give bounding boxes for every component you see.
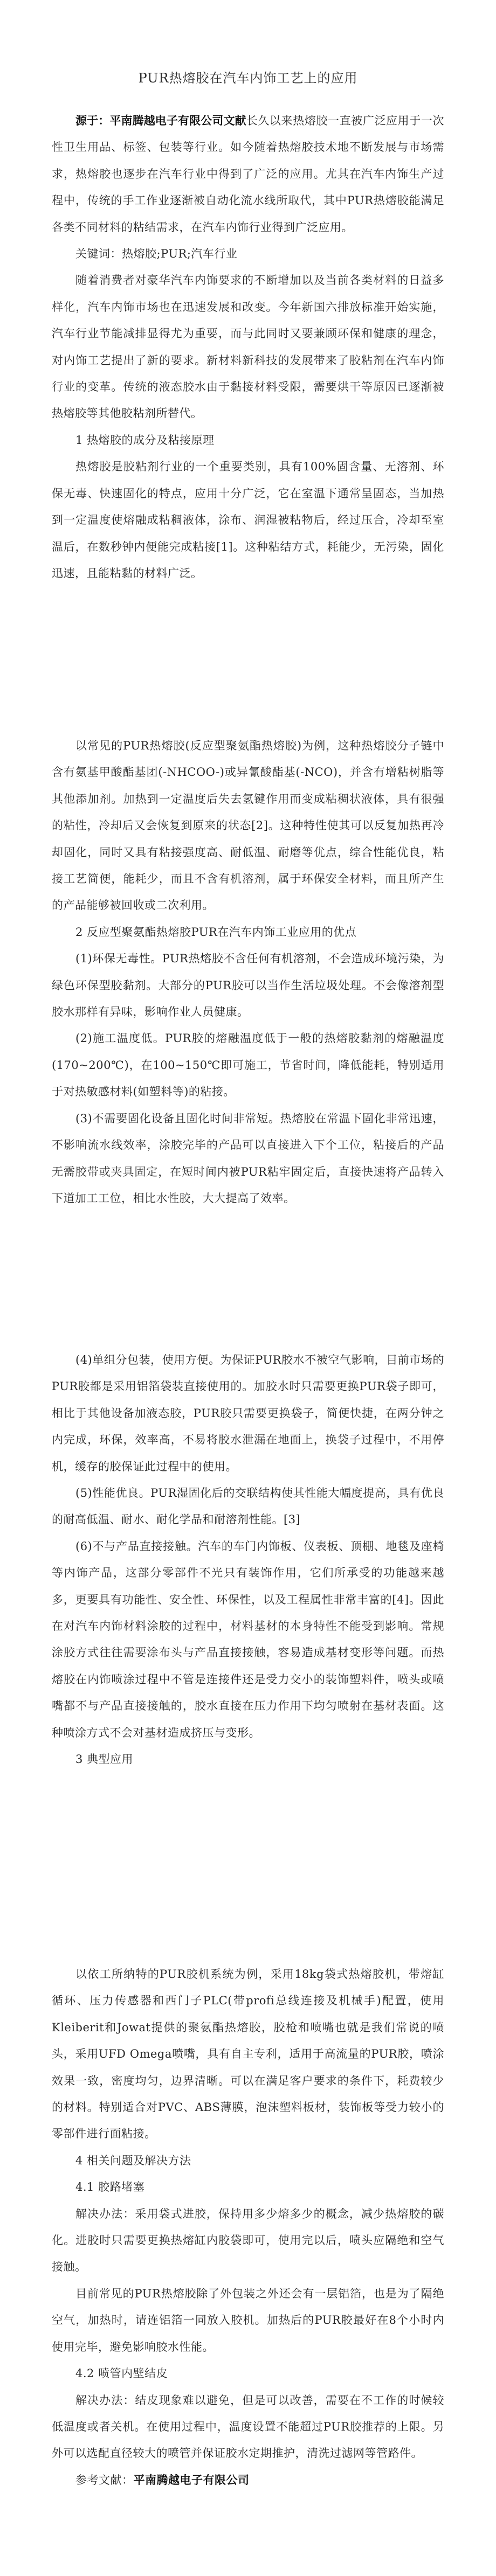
application-paragraph: 以依工所纳特的PUR胶机系统为例，采用18kg袋式热熔胶机，带熔缸循环、压力传感器和西门子PLC(带profi总线连接及机械手)配置，使用Kleiberit和Jowat提供的聚氨酯热熔胶，胶枪和喷嘴也就是我们常说的喷头，采用UFD Omega喷嘴，具有自主专利，适用于高流量的PUR胶，喷涂效果一致，密度均匀，边界清晰。可以在满足客户要求的条件下，耗费较少的材料。特别适合对PVC、ABS薄膜，泡沫塑料板材，装饰板等受力较小的零部件进行面粘接。: [52, 1968, 444, 2141]
keywords-line: 关键词：热熔胶;PUR;汽车行业: [75, 247, 238, 261]
section-3-heading: 3 典型应用: [75, 1753, 134, 1766]
advantage-6: (6)不与产品直接接触。汽车的车门内饰板、仪表板、顶棚、地毯及座椅等内饰产品，这部分零部件不光只有装饰作用，它们所承受的功能越来越多，更要具有功能性、安全性、环保性，以及工程属性非常丰富的[4]。因此在对汽车内饰材料涂胶的过程中，材料基材的本身特性不能受到影响。常规涂胶方式往往需要涂布头与产品直接接触，容易造成基材变形等问题。而热熔胶在内饰喷涂过程中不管是连接件还是受力交小的装饰塑料件，喷头或喷嘴都不与产品直接接触的，胶水直接在压力作用下均匀喷射在基材表面。这种喷涂方式不会对基材造成挤压与变形。: [52, 1539, 444, 1739]
section-2-heading: 2 反应型聚氨酯热熔胶PUR在汽车内饰工业应用的优点: [75, 925, 357, 939]
section-1-paragraph-1: 热熔胶是胶粘剂行业的一个重要类别，具有100%固含量、无溶剂、环保无毒、快速固化的特点，应用十分广泛，它在室温下通常呈固态，当加热到一定温度使熔融成粘稠液体，涂布、润湿被粘物后，经过压合，冷却至室温后，在数秒钟内便能完成粘接[1]。这种粘结方式，耗能少，无污染，固化迅速，且能粘黏的材料广泛。: [52, 460, 444, 580]
intro-section: [52, 108, 444, 587]
advantage-3: (3)不需要固化设备且固化时间非常短。热熔胶在常温下固化非常迅速，不影响流水线效率，涂胶完毕的产品可以直接进入下个工位，粘接后的产品无需胶带或夹具固定，在短时间内被PUR粘牢固定后，直接快速将产品转入下道加工工位，相比水性胶，大大提高了效率。: [52, 1112, 444, 1205]
reference-source: 平南腾越电子有限公司: [133, 2473, 250, 2487]
page-3-section: [52, 1347, 444, 1773]
intro-paragraph-2: 随着消费者对豪华汽车内饰要求的不断增加以及当前各类材料的日益多样化，汽车内饰市场也在迅速发展和改变。今年新国六排放标准开始实施，汽车行业节能减排显得尤为重要，而与此同时又要兼顾环保和健康的理念，对内饰工艺提出了新的要求。新材料新科技的发展带来了胶粘剂在汽车内饰行业的变革。传统的液态胶水由于黏接材料受限，需要烘干等原因已逐渐被热熔胶等其他胶粘剂所替代。: [52, 274, 444, 420]
section-4-heading: 4 相关问题及解决方法: [75, 2154, 191, 2167]
section-1-heading: 1 热熔胶的成分及粘接原理: [75, 433, 215, 447]
page-2-section: [52, 733, 444, 1212]
page-4-section: [52, 1961, 444, 2494]
advantage-5: (5)性能优良。PUR湿固化后的交联结构使其性能大幅度提高，具有优良的耐高低温、耐水、耐化学品和耐溶剂性能。[3]: [52, 1487, 444, 1526]
advantage-1: (1)环保无毒性。PUR热熔胶不含任何有机溶剂，不会造成环境污染，为绿色环保型胶黏剂。大部分的PUR胶可以当作生活垃圾处理。不会像溶剂型胶水那样有异味，影响作业人员健康。: [52, 952, 444, 1019]
section-4-1-paragraph-1: 解决办法：采用袋式进胶，保持用多少熔多少的概念，减少热熔胶的碳化。进胶时只需要更换热熔缸内胶袋即可，使用完以后，喷头应隔绝和空气接触。: [52, 2207, 444, 2274]
intro-paragraph-1: 源于：平南腾越电子有限公司文献长久以来热熔胶一直被广泛应用于一次性卫生用品、标签、包装等行业。如今随着热熔胶技术地不断发展与市场需求，热熔胶也逐步在汽车行业中得到了广泛的应用。尤其在汽车内饰生产过程中，传统的手工作业逐渐被自动化流水线所取代，其中PUR热熔胶能满足各类不同材料的粘结需求，在汽车内饰行业得到广泛应用。: [52, 114, 445, 234]
source-label: 源于：平南腾越电子有限公司文献: [75, 114, 246, 127]
document-title: PUR热熔胶在汽车内饰工艺上的应用: [138, 71, 358, 86]
advantage-4: (4)单组分包装，使用方便。为保证PUR胶水不被空气影响，目前市场的PUR胶都是采用铝箔袋装直接使用的。加胶水时只需要更换PUR袋子即可，相比于其他设备加液态胶，PUR胶只需要更换袋子，简便快捷，在两分钟之内完成，环保，效率高，不易将胶水泄漏在地面上，换袋子过程中，不用停机，缓存的胶保证此过程中的使用。: [52, 1353, 444, 1473]
section-4-1-paragraph-2: 目前常见的PUR热熔胶除了外包装之外还会有一层铝箔，也是为了隔绝空气，加热时，请连铝箔一同放入胶机。加热后的PUR胶最好在8个小时内使用完毕，避免影响胶水性能。: [52, 2287, 444, 2353]
references-line: 参考文献：平南腾越电子有限公司: [75, 2473, 250, 2487]
section-4-2-heading: 4.2 喷管内壁结皮: [75, 2367, 168, 2380]
section-4-1-heading: 4.1 胶路堵塞: [75, 2181, 145, 2194]
advantage-2: (2)施工温度低。PUR胶的熔融温度低于一般的热熔胶黏剂的熔融温度(170~200℃)，在100~150℃即可施工，节省时间，降低能耗，特别适用于对热敏感材料(如塑料等)的粘接。: [52, 1032, 444, 1099]
section-1-paragraph-2: 以常见的PUR热熔胶(反应型聚氨酯热熔胶)为例，这种热熔胶分子链中含有氨基甲酸酯基团(-NHCOO-)或异氰酸酯基(-NCO)，并含有增粘树脂等其他添加剂。加热到一定温度后失去氢键作用而变成粘稠状液体，具有很强的粘性，冷却后又会恢复到原来的状态[2]。这种特性使其可以反复加热再冷却固化，同时又具有粘接强度高、耐低温、耐磨等优点，综合性能优良，粘接工艺简便，能耗少，而且不含有机溶剂，属于环保安全材料，而且所产生的产品能够被回收或二次利用。: [52, 739, 444, 912]
section-4-2-paragraph-1: 解决办法：结皮现象难以避免，但是可以改善，需要在不工作的时候较低温度或者关机。在使用过程中，温度设置不能超过PUR胶推荐的上限。另外可以选配直径较大的喷管并保证胶水定期推护，清洗过滤网等管路件。: [52, 2393, 444, 2460]
